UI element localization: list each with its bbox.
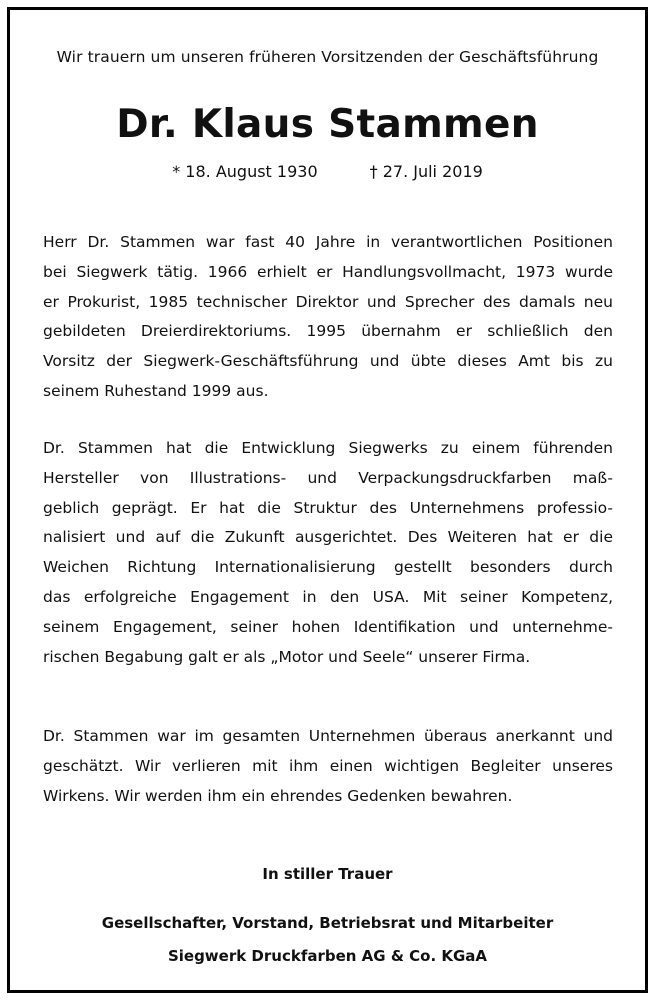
text-line: gebildeten Dreierdirektoriums. 1995 übernahm er schließlich den xyxy=(43,322,613,341)
text-line: Weichen Richtung Internationalisierung gestellt besonders durch xyxy=(43,558,613,577)
text-line: Wirkens. Wir werden ihm ein ehrendes Gedenken bewahren. xyxy=(43,786,513,805)
obituary-notice xyxy=(7,7,648,993)
text-line: Dr. Stammen war im gesamten Unternehmen überaus anerkannt und xyxy=(43,727,613,745)
text-line: er Prokurist, 1985 technischer Direktor und Sprecher des damals neu xyxy=(43,292,613,311)
text-line: Dr. Stammen hat die Entwicklung Siegwerks zu einem führenden xyxy=(43,439,613,457)
text-line: seinem Ruhestand 1999 aus. xyxy=(43,381,269,400)
text-line: geblich geprägt. Er hat die Struktur des Unternehmens professio- xyxy=(43,498,613,517)
deceased-name: Dr. Klaus Stammen xyxy=(116,102,539,147)
text-line: Herr Dr. Stammen war fast 40 Jahre in verantwortlichen Positionen xyxy=(43,233,613,251)
text-line: geschätzt. Wir verlieren mit ihm einen wichtigen Begleiter unseres xyxy=(43,756,613,775)
text-line: seinem Engagement, seiner hohen Identifikation und unternehme- xyxy=(43,617,613,636)
text-line: rischen Begabung galt er als „Motor und Seele“ unserer Firma. xyxy=(43,647,531,666)
birth-date: * 18. August 1930 xyxy=(172,162,318,181)
text-line: nalisiert und auf die Zukunft ausgerichtet. Des Weiteren hat er die xyxy=(43,528,613,547)
paragraph-remembrance xyxy=(43,722,613,811)
intro-line: Wir trauern um unseren früheren Vorsitzenden der Geschäftsführung xyxy=(56,48,599,66)
paragraph-career xyxy=(43,228,613,407)
life-dates xyxy=(10,162,645,181)
text-line: bei Siegwerk tätig. 1966 erhielt er Handlungsvollmacht, 1973 wurde xyxy=(43,262,613,281)
text-line: Vorsitz der Siegwerk-Geschäftsführung und übte dieses Amt bis zu xyxy=(43,352,613,371)
death-date: † 27. Juli 2019 xyxy=(369,162,483,181)
closing-line: In stiller Trauer xyxy=(262,865,393,883)
signatories: Gesellschafter, Vorstand, Betriebsrat und Mitarbeiter xyxy=(101,914,554,932)
paragraph-achievements xyxy=(43,434,613,672)
text-line: das erfolgreiche Engagement in den USA. Mit seiner Kompetenz, xyxy=(43,587,613,606)
company-name: Siegwerk Druckfarben AG & Co. KGaA xyxy=(167,947,488,965)
text-line: Hersteller von Illustrations- und Verpackungsdruckfarben maß- xyxy=(43,468,613,487)
signature-block xyxy=(10,907,645,973)
